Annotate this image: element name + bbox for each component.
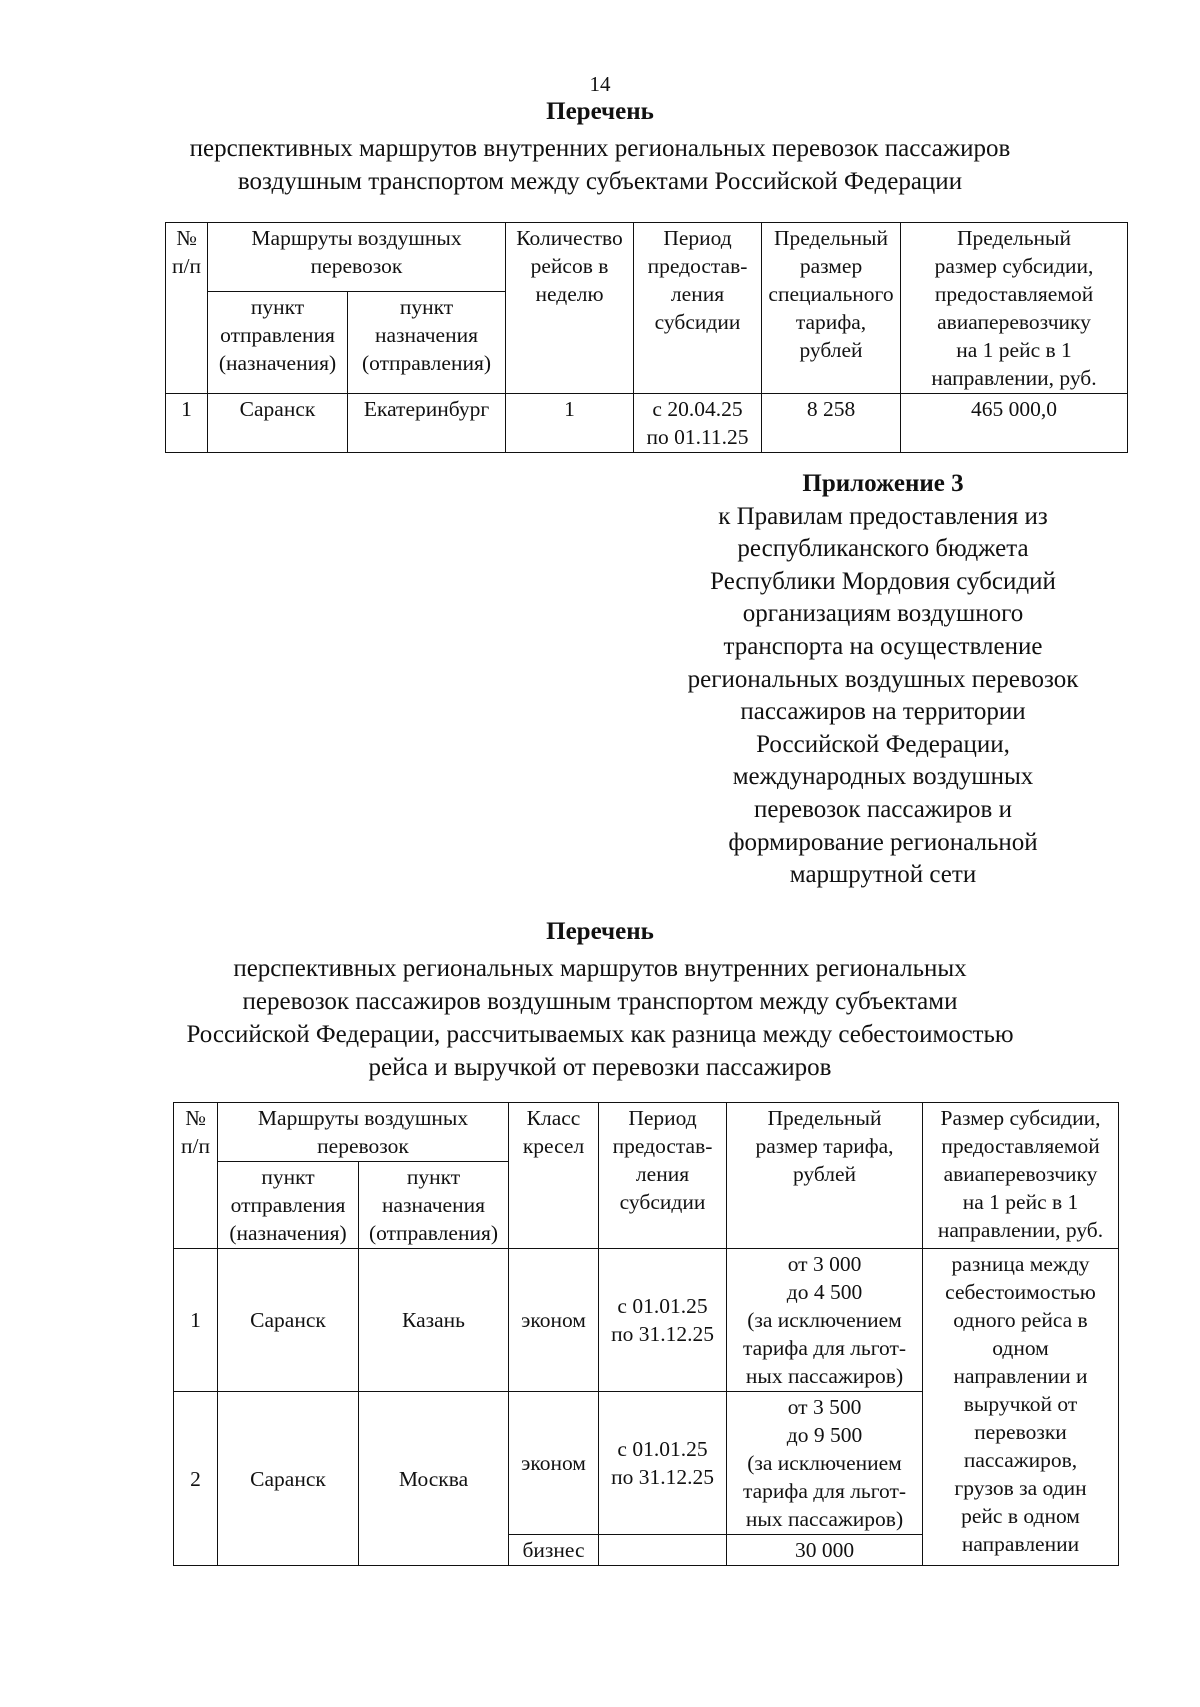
subtitle-line: перспективных маршрутов внутренних региональных перевозок пассажиров [189,135,1011,162]
cell-flights: 1 [506,394,634,453]
appendix-line: республиканского бюджета [737,535,1029,563]
header-departure-point: пункт отправления (назначения) [218,1162,359,1249]
cell-subsidy: 465 000,0 [901,394,1128,453]
cell-from: Саранск [218,1249,359,1392]
appendix-line: маршрутной сети [789,861,977,889]
cell-to: Москва [359,1392,509,1566]
appendix-line: транспорта на осуществление [723,632,1043,660]
header-period: Период предостав- ления субсидии [599,1103,727,1249]
cell-period-empty [599,1535,727,1566]
cell-number: 2 [174,1392,218,1566]
appendix-line: Российской Федерации, [756,730,1010,758]
subtitle-line: перспективных региональных маршрутов внутренних региональных [233,955,967,982]
header-subsidy: Предельный размер субсидии, предоставляемой авиаперевозчику на 1 рейс в 1 направлении, руб. [901,223,1128,394]
appendix-line: к Правилам предоставления из [718,502,1048,530]
cell-tariff: от 3 000 до 4 500 (за исключением тарифа для льгот- ных пассажиров) [727,1249,923,1392]
section1-title: Перечень [546,98,654,125]
cell-to: Казань [359,1249,509,1392]
appendix-line: организациям воздушного [742,600,1024,628]
cell-period: с 01.01.25 по 31.12.25 [599,1249,727,1392]
section2-subtitle [150,952,1050,1084]
appendix-line: региональных воздушных перевозок [687,665,1079,693]
header-flights-per-week: Количество рейсов в неделю [506,223,634,394]
appendix-line: перевозок пассажиров и [754,795,1012,823]
subtitle-line: рейса и выручкой от перевозки пассажиров [368,1054,832,1081]
cell-to: Екатеринбург [348,394,506,453]
header-routes: Маршруты воздушных перевозок [218,1103,509,1162]
cell-class: бизнес [509,1535,599,1566]
cell-subsidy-merged: разница между себестоимостью одного рейса в одном направлении и выручкой от перевозки пассажиров, грузов за один рейс в одном направлении [923,1249,1119,1566]
section1-subtitle [100,132,1100,198]
header-number: № п/п [166,223,208,394]
header-number: № п/п [174,1103,218,1249]
cell-number: 1 [174,1249,218,1392]
appendix-line: формирование региональной [728,828,1038,856]
cell-class: эконом [509,1392,599,1535]
header-period: Период предостав- ления субсидии [634,223,762,394]
section2-title: Перечень [546,918,654,945]
page-number: 14 [589,72,611,96]
header-destination-point: пункт назначения (отправления) [359,1162,509,1249]
cell-number: 1 [166,394,208,453]
subtitle-line: перевозок пассажиров воздушным транспортом между субъектами [242,988,958,1015]
cell-tariff: 8 258 [762,394,901,453]
header-destination-point: пункт назначения (отправления) [348,292,506,394]
cell-tariff: 30 000 [727,1535,923,1566]
appendix-title: Приложение 3 [802,470,964,497]
header-tariff: Предельный размер специального тарифа, рублей [762,223,901,394]
appendix-line: международных воздушных [732,763,1034,791]
appendix-block [653,468,1113,892]
header-tariff: Предельный размер тарифа, рублей [727,1103,923,1249]
cell-from: Саранск [208,394,348,453]
cell-class: эконом [509,1249,599,1392]
header-seat-class: Класс кресел [509,1103,599,1249]
appendix-line: пассажиров на территории [740,698,1026,726]
subtitle-line: воздушным транспортом между субъектами Российской Федерации [237,168,963,195]
appendix-line: Республики Мордовия субсидий [710,567,1056,595]
routes-table-2 [173,1102,1119,1566]
header-subsidy: Размер субсидии, предоставляемой авиаперевозчику на 1 рейс в 1 направлении, руб. [923,1103,1119,1249]
cell-from: Саранск [218,1392,359,1566]
subtitle-line: Российской Федерации, рассчитываемых как разница между себестоимостью [186,1021,1014,1048]
table-row [166,394,1128,453]
cell-period: с 20.04.25 по 01.11.25 [634,394,762,453]
table-row [174,1249,1119,1392]
cell-tariff: от 3 500 до 9 500 (за исключением тарифа для льгот- ных пассажиров) [727,1392,923,1535]
header-departure-point: пункт отправления (назначения) [208,292,348,394]
routes-table-1 [165,222,1128,453]
header-routes: Маршруты воздушных перевозок [208,223,506,292]
cell-period: с 01.01.25 по 31.12.25 [599,1392,727,1535]
